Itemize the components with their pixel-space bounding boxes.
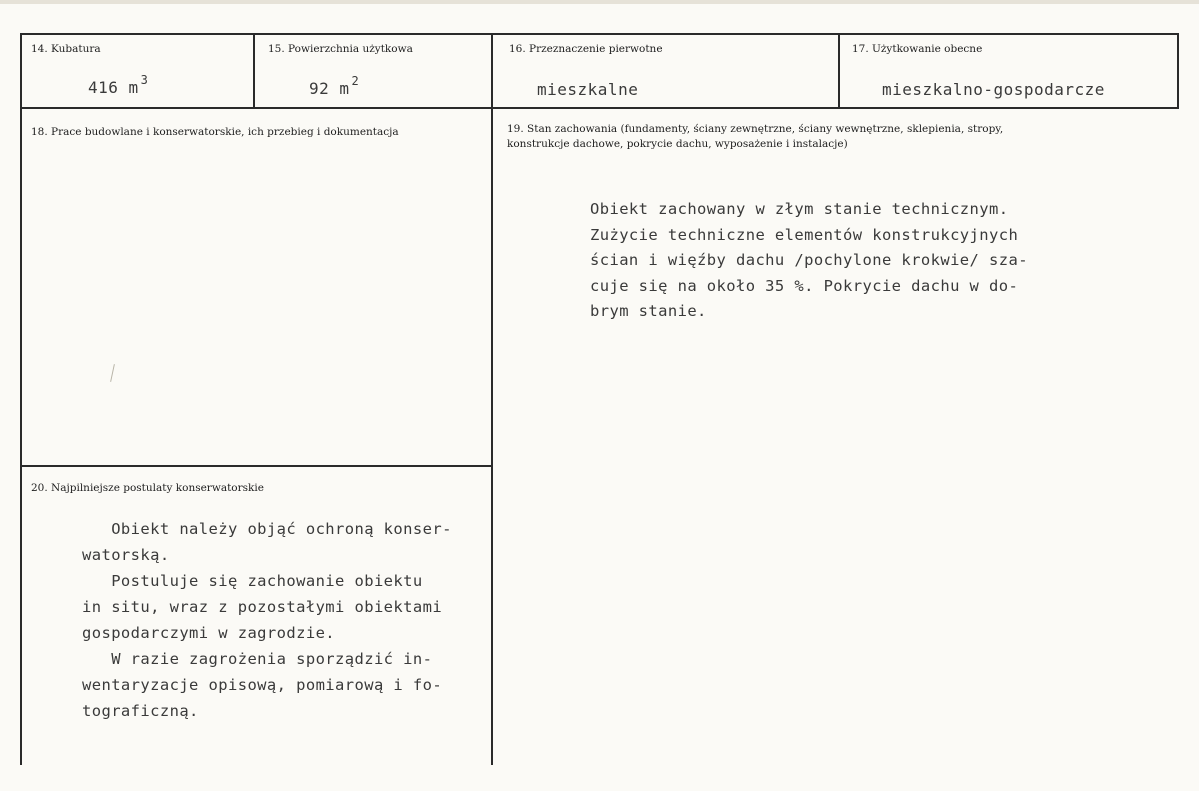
- postulaty-text: [82, 516, 452, 724]
- kubatura-unit-sup: 3: [140, 73, 149, 87]
- przeznaczenie-label: 16. Przeznaczenie pierwotne: [509, 43, 663, 55]
- border-right: [1177, 33, 1179, 109]
- stan-text-line: brym stanie.: [590, 302, 707, 320]
- kubatura-value: [88, 73, 149, 97]
- stan-text-line: Obiekt zachowany w złym stanie technicznym.: [590, 200, 1009, 218]
- postulaty-text-line: W razie zagrożenia sporządzić in-: [82, 650, 433, 668]
- border-top: [20, 33, 1179, 35]
- powierzchnia-label: 15. Powierzchnia użytkowa: [268, 43, 413, 55]
- page-top-edge: [0, 0, 1199, 4]
- border-section20-top: [20, 465, 491, 467]
- stan-label-line-1: 19. Stan zachowania (fundamenty, ściany zewnętrzne, ściany wewnętrzne, sklepienia, stropy,: [507, 123, 1004, 135]
- postulaty-text-line: wentaryzacje opisową, pomiarową i fo-: [82, 676, 443, 694]
- uzytkowanie-label: 17. Użytkowanie obecne: [852, 43, 983, 55]
- stan-text-line: ścian i więźby dachu /pochylone krokwie/ sza-: [590, 251, 1028, 269]
- postulaty-text-line: in situ, wraz z pozostałymi obiektami: [82, 598, 443, 616]
- border-row1-bottom: [20, 107, 1179, 109]
- postulaty-label: 20. Najpilniejsze postulaty konserwatorskie: [31, 482, 264, 494]
- postulaty-text-line: Obiekt należy objąć ochroną konser-: [82, 520, 452, 538]
- postulaty-text-line: Postuluje się zachowanie obiektu: [82, 572, 423, 590]
- prace-label: 18. Prace budowlane i konserwatorskie, ich przebieg i dokumentacja: [31, 126, 399, 138]
- border-left: [20, 33, 22, 765]
- stan-label-line-2: konstrukcje dachowe, pokrycie dachu, wyposażenie i instalacje): [507, 138, 848, 150]
- powierzchnia-unit-sup: 2: [351, 74, 360, 88]
- kubatura-number: 416 m: [88, 78, 139, 97]
- przeznaczenie-value: mieszkalne: [537, 80, 639, 99]
- stan-text-line: cuje się na około 35 %. Pokrycie dachu w do-: [590, 276, 1019, 295]
- uzytkowanie-value: mieszkalno-gospodarcze: [882, 80, 1105, 99]
- postulaty-text-line: gospodarczymi w zagrodzie.: [82, 624, 336, 642]
- kubatura-label: 14. Kubatura: [31, 43, 101, 55]
- postulaty-text-line: watorską.: [82, 546, 170, 564]
- divider-14-15: [253, 33, 255, 109]
- divider-15-16: [491, 33, 493, 765]
- powierzchnia-number: 92 m: [309, 79, 350, 98]
- stan-text-line: Zużycie techniczne elementów konstrukcyjnych: [590, 225, 1019, 244]
- stan-label: [507, 122, 1003, 152]
- stray-pencil-mark: [110, 364, 115, 382]
- postulaty-text-line: tograficzną.: [82, 702, 199, 720]
- powierzchnia-value: [309, 74, 360, 98]
- stan-text: [590, 197, 1028, 325]
- divider-16-17: [838, 33, 840, 109]
